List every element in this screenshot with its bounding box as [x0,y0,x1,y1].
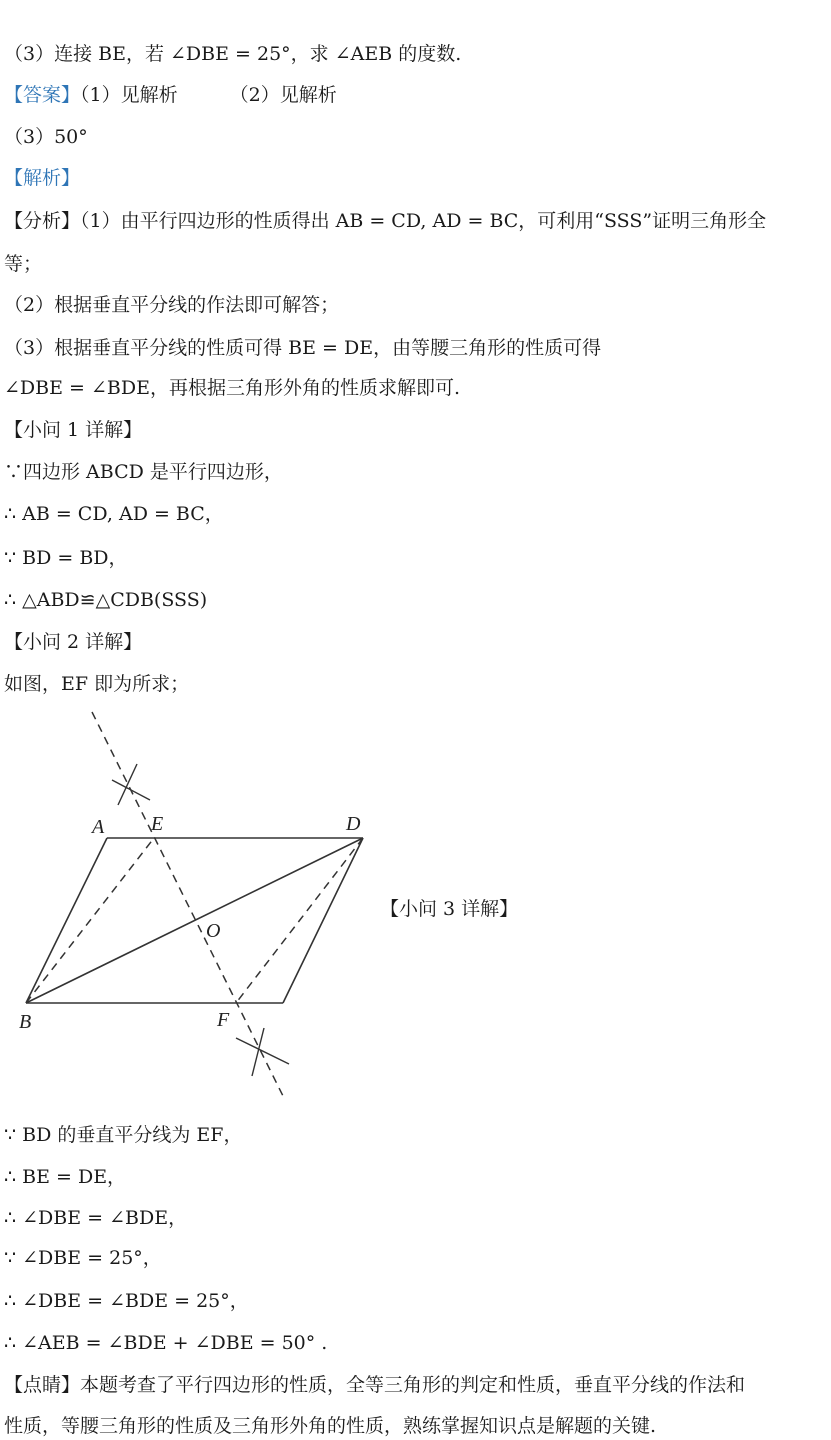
label-d: D [346,813,361,835]
parallelogram-figure [0,700,370,1110]
step1-line-4: ∴ △ABD≌△CDB(SSS) [4,589,208,611]
answer-2: （2）见解析 [229,84,337,106]
fenxi-line-3: （3）根据垂直平分线的性质可得 BE = DE，由等腰三角形的性质可得 [4,337,602,359]
step3-line-5: ∴ ∠DBE = ∠BDE = 25°， [4,1290,249,1312]
diagonal-bd [26,838,363,1003]
label-b: B [19,1011,32,1033]
label-o: O [206,920,221,942]
label-f: F [217,1009,230,1031]
dianjing-line-1: 【点睛】本题考查了平行四边形的性质，全等三角形的判定和性质，垂直平分线的作法和 [4,1374,746,1396]
step1-line-3: ∵ BD = BD， [4,547,128,569]
step3-line-1: ∵ BD 的垂直平分线为 EF， [4,1124,243,1146]
fenxi-line-2: （2）根据垂直平分线的作法即可解答； [4,294,340,316]
analysis-tag: 【解析】 [4,167,81,189]
answer-3: （3）50° [4,126,88,148]
arc-mark-top-1 [112,780,150,800]
subquestion-3-title: 【小问 3 详解】 [380,898,519,920]
fenxi-line-3b: ∠DBE = ∠BDE，再根据三角形外角的性质求解即可. [4,377,461,399]
answer-line [4,82,337,108]
question-3-line: （3）连接 BE，若 ∠DBE = 25°，求 ∠AEB 的度数. [4,43,462,65]
step2-line-1: 如图，EF 即为所求； [4,673,190,695]
fenxi-line-1b: 等； [4,253,43,275]
side-ab [26,838,107,1003]
arc-mark-bottom-1 [236,1038,289,1064]
step3-line-6: ∴ ∠AEB = ∠BDE + ∠DBE = 50° . [4,1332,328,1354]
answer-1: （1）见解析 [80,84,178,106]
step3-line-3: ∴ ∠DBE = ∠BDE， [4,1207,188,1229]
step3-line-4: ∵ ∠DBE = 25°， [4,1247,162,1269]
segment-df [236,838,363,1003]
fenxi-line-1: 【分析】（1）由平行四边形的性质得出 AB = CD, AD = BC，可利用“SSS”证明三角形全 [4,210,767,232]
step1-line-1: ∵四边形 ABCD 是平行四边形， [4,461,283,483]
answer-tag: 【答案】 [4,84,81,106]
perpendicular-bisector-ef [92,712,285,1100]
step3-line-2: ∴ BE = DE， [4,1166,127,1188]
arc-mark-bottom-2 [252,1028,264,1076]
subquestion-1-title: 【小问 1 详解】 [4,419,143,441]
step1-line-2: ∴ AB = CD, AD = BC， [4,503,224,525]
segment-be [26,838,154,1003]
side-cd [283,838,363,1003]
label-e: E [151,813,164,835]
label-a: A [92,816,105,838]
subquestion-2-title: 【小问 2 详解】 [4,631,143,653]
dianjing-line-2: 性质，等腰三角形的性质及三角形外角的性质，熟练掌握知识点是解题的关键. [4,1415,657,1437]
